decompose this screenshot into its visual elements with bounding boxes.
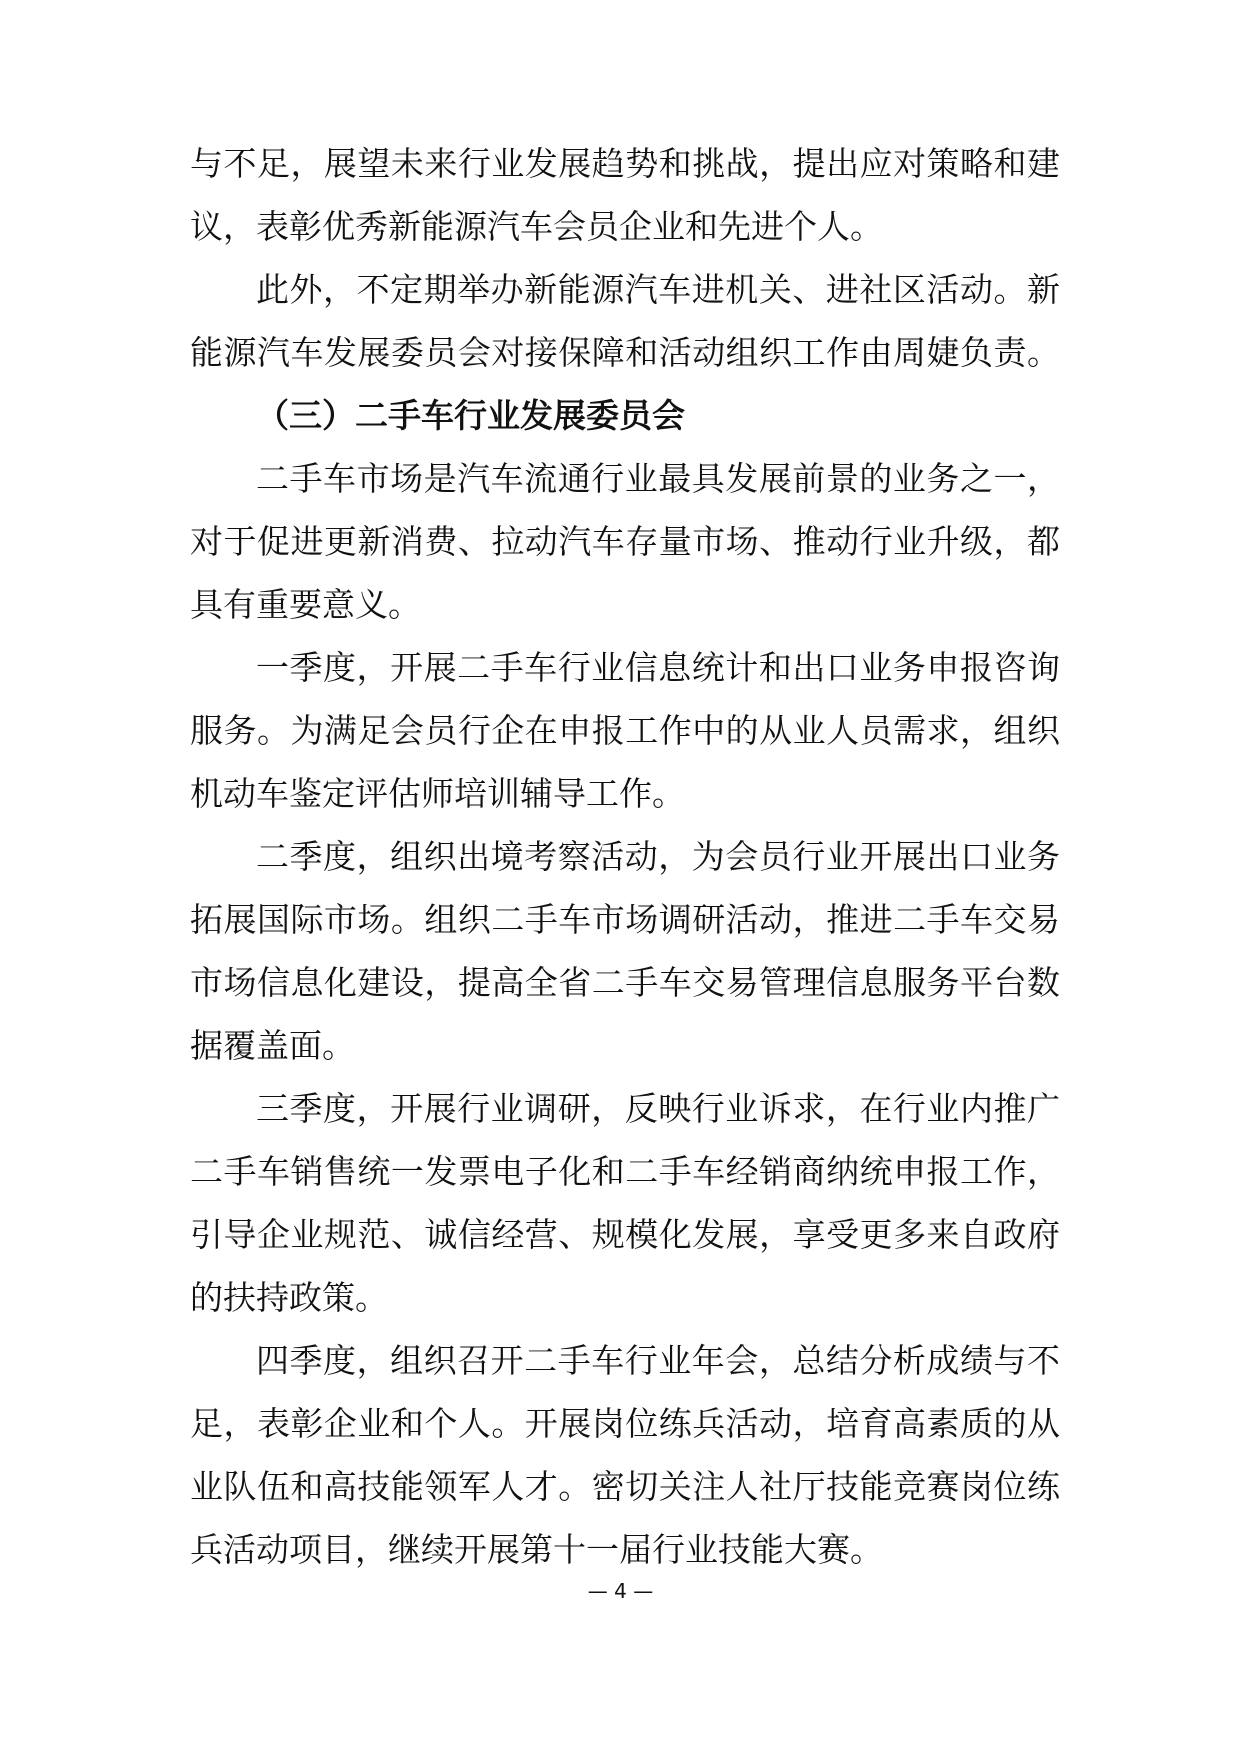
body-text-line: 二季度，组织出境考察活动，为会员行业开展出口业务	[256, 837, 1060, 876]
body-text-line: 与不足，展望未来行业发展趋势和挑战，提出应对策略和建	[190, 144, 1060, 183]
body-text-line: 二手车销售统一发票电子化和二手车经销商纳统申报工作，	[190, 1152, 1060, 1191]
body-text-line: 据覆盖面。	[190, 1026, 355, 1065]
body-text-line: 市场信息化建设，提高全省二手车交易管理信息服务平台数	[190, 963, 1060, 1002]
body-text-line: 议，表彰优秀新能源汽车会员企业和先进个人。	[190, 207, 883, 246]
body-text-line: 三季度，开展行业调研，反映行业诉求，在行业内推广	[256, 1089, 1060, 1128]
body-text-line: 引导企业规范、诚信经营、规模化发展，享受更多来自政府	[190, 1215, 1060, 1254]
body-text-line: 一季度，开展二手车行业信息统计和出口业务申报咨询	[256, 648, 1060, 687]
body-text-line: 服务。为满足会员行企在申报工作中的从业人员需求，组织	[190, 711, 1060, 750]
body-text-line: 二手车市场是汽车流通行业最具发展前景的业务之一，	[256, 459, 1060, 498]
body-text-line: 的扶持政策。	[190, 1278, 388, 1317]
section-heading: （三）二手车行业发展委员会	[256, 396, 685, 435]
body-text-line: 机动车鉴定评估师培训辅导工作。	[190, 774, 685, 813]
body-text-line: 四季度，组织召开二手车行业年会，总结分析成绩与不	[256, 1341, 1060, 1380]
body-text-line: 此外，不定期举办新能源汽车进机关、进社区活动。新	[256, 270, 1060, 309]
body-text-line: 足，表彰企业和个人。开展岗位练兵活动，培育高素质的从	[190, 1404, 1060, 1443]
body-text-line: 能源汽车发展委员会对接保障和活动组织工作由周婕负责。	[190, 333, 1060, 372]
page-number: — 4 —	[587, 1579, 654, 1603]
body-text-line: 拓展国际市场。组织二手车市场调研活动，推进二手车交易	[190, 900, 1060, 939]
body-text-line: 对于促进更新消费、拉动汽车存量市场、推动行业升级，都	[190, 522, 1060, 561]
body-text-line: 具有重要意义。	[190, 585, 421, 624]
body-text-line: 兵活动项目，继续开展第十一届行业技能大赛。	[190, 1530, 883, 1569]
body-text-line: 业队伍和高技能领军人才。密切关注人社厅技能竞赛岗位练	[190, 1467, 1060, 1506]
